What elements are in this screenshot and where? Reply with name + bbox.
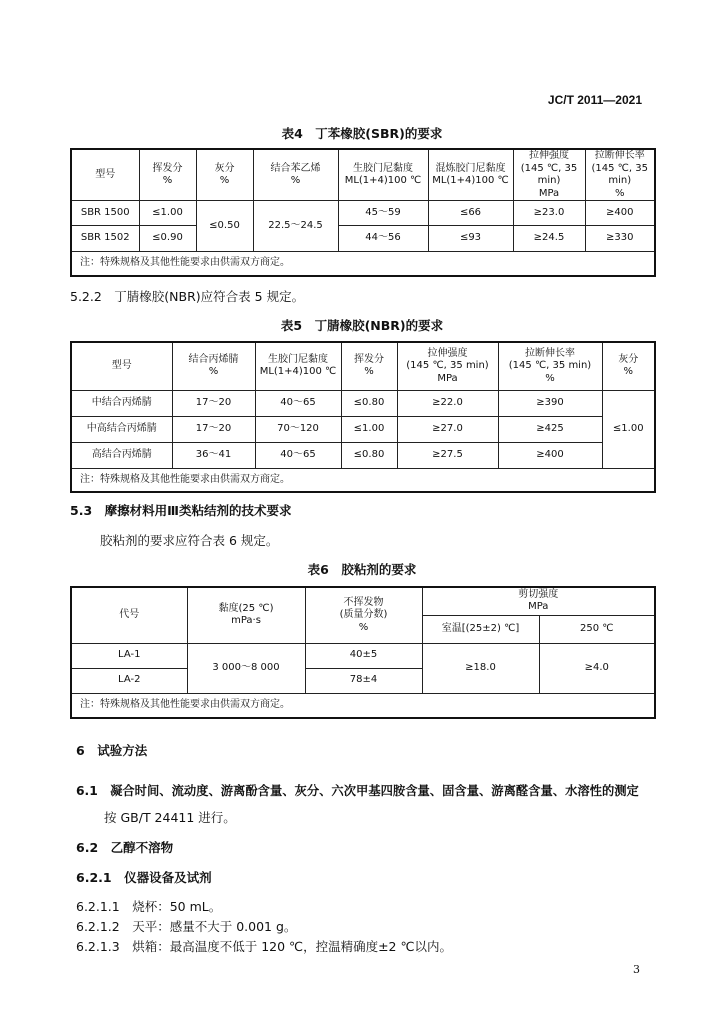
para-6-1-body: 按 GB/T 24411 进行。 xyxy=(104,810,236,825)
t5-header-model: 型号 xyxy=(71,342,172,390)
table-row xyxy=(71,416,655,442)
t6-header-code: 代号 xyxy=(71,587,187,643)
t6-header-viscosity: 黏度(25 ℃) mPa·s xyxy=(187,587,305,643)
table-cell: 22.5～24.5 xyxy=(253,201,338,252)
item-6-2-1-3: 6.2.1.3 烘箱：最高温度不低于 120 ℃，控温精确度±2 ℃以内。 xyxy=(76,939,453,954)
table-cell: ≥24.5 xyxy=(513,226,585,252)
page-number: 3 xyxy=(633,963,640,976)
t5-header-ash: 灰分 % xyxy=(602,342,655,390)
table-cell: ≤1.00 xyxy=(341,416,397,442)
table-cell: 78±4 xyxy=(305,668,422,693)
table-cell: ≥390 xyxy=(498,390,602,416)
t4-header-model: 型号 xyxy=(71,149,139,201)
table-cell: 40～65 xyxy=(255,390,341,416)
t6-header-nonvolatile: 不挥发物 (质量分数) % xyxy=(305,587,422,643)
standard-code: JC/T 2011—2021 xyxy=(547,93,642,107)
section-6-2: 6.2 乙醇不溶物 xyxy=(76,840,174,855)
item-6-2-1-1: 6.2.1.1 烧杯：50 mL。 xyxy=(76,899,222,914)
table-cell: 45～59 xyxy=(338,201,428,226)
table-cell: ≥4.0 xyxy=(539,643,655,693)
table-cell: 36～41 xyxy=(172,442,255,468)
table-row xyxy=(71,390,655,416)
t6-header-room-temp: 室温[(25±2) ℃] xyxy=(422,615,539,643)
table-cell: ≥425 xyxy=(498,416,602,442)
t4-header-tensile: 拉伸强度 (145 ℃, 35 min) MPa xyxy=(513,149,585,201)
table-cell: 17～20 xyxy=(172,416,255,442)
t4-header-ash: 灰分 % xyxy=(196,149,253,201)
table-cell: ≥27.5 xyxy=(397,442,498,468)
table4-note: 注：特殊规格及其他性能要求由供需双方商定。 xyxy=(71,252,655,276)
table5 xyxy=(70,341,656,493)
table-cell: 3 000～8 000 xyxy=(187,643,305,693)
table-cell: ≤0.80 xyxy=(341,442,397,468)
para-5-3: 胶粘剂的要求应符合表 6 规定。 xyxy=(100,533,279,548)
para-6-1-title: 6.1 凝合时间、流动度、游离酚含量、灰分、六次甲基四胺含量、固含量、游离醛含量、水溶性的测定 xyxy=(76,784,639,798)
table-cell: LA-2 xyxy=(71,668,187,693)
table-row xyxy=(71,201,655,226)
table-cell: ≥27.0 xyxy=(397,416,498,442)
table-cell: ≤0.50 xyxy=(196,201,253,252)
t5-header-tensile: 拉伸强度 (145 ℃, 35 min) MPa xyxy=(397,342,498,390)
table6-note: 注：特殊规格及其他性能要求由供需双方商定。 xyxy=(71,693,655,718)
table-cell: LA-1 xyxy=(71,643,187,668)
table-cell: ≥330 xyxy=(585,226,655,252)
t6-header-250: 250 ℃ xyxy=(539,615,655,643)
table-cell: 70～120 xyxy=(255,416,341,442)
table-row xyxy=(71,226,655,252)
table5-note: 注：特殊规格及其他性能要求由供需双方商定。 xyxy=(71,468,655,492)
table4-caption: 表4 丁苯橡胶(SBR)的要求 xyxy=(281,126,443,141)
para-5-2-2: 5.2.2 丁腈橡胶(NBR)应符合表 5 规定。 xyxy=(70,289,305,304)
t5-header-volatile: 挥发分 % xyxy=(341,342,397,390)
table-cell: ≥23.0 xyxy=(513,201,585,226)
t4-header-elongation: 拉断伸长率 (145 ℃, 35 min) % xyxy=(585,149,655,201)
table-cell: ≤93 xyxy=(428,226,513,252)
table-cell: ≤1.00 xyxy=(139,201,196,226)
table-cell: ≥22.0 xyxy=(397,390,498,416)
item-6-2-1-2: 6.2.1.2 天平：感量不大于 0.001 g。 xyxy=(76,919,297,934)
table-cell: ≤1.00 xyxy=(602,390,655,468)
t4-header-raw-mooney: 生胶门尼黏度 ML(1+4)100 ℃ xyxy=(338,149,428,201)
table-cell: SBR 1502 xyxy=(71,226,139,252)
table6-caption: 表6 胶粘剂的要求 xyxy=(307,562,417,577)
table-cell: 40～65 xyxy=(255,442,341,468)
table-row xyxy=(71,643,655,668)
table-cell: 44～56 xyxy=(338,226,428,252)
t4-header-compound-mooney: 混炼胶门尼黏度 ML(1+4)100 ℃ xyxy=(428,149,513,201)
table-cell: 17～20 xyxy=(172,390,255,416)
t6-header-shear: 剪切强度 MPa xyxy=(422,587,655,615)
table6 xyxy=(70,586,656,719)
table5-caption: 表5 丁腈橡胶(NBR)的要求 xyxy=(280,318,444,333)
table-cell: 高结合丙烯腈 xyxy=(71,442,172,468)
table-cell: ≥400 xyxy=(585,201,655,226)
t5-header-elongation: 拉断伸长率 (145 ℃, 35 min) % xyxy=(498,342,602,390)
section-6: 6 试验方法 xyxy=(76,743,148,758)
table-cell: ≤66 xyxy=(428,201,513,226)
table4 xyxy=(70,148,656,277)
table-cell: SBR 1500 xyxy=(71,201,139,226)
section-5-3: 5.3 摩擦材料用Ⅲ类粘结剂的技术要求 xyxy=(70,503,292,518)
table-cell: ≥400 xyxy=(498,442,602,468)
table-cell: ≤0.80 xyxy=(341,390,397,416)
t4-header-bound-styrene: 结合苯乙烯 % xyxy=(253,149,338,201)
table-cell: ≥18.0 xyxy=(422,643,539,693)
t4-header-volatile: 挥发分 % xyxy=(139,149,196,201)
section-6-2-1: 6.2.1 仪器设备及试剂 xyxy=(76,870,212,885)
t5-header-raw-mooney: 生胶门尼黏度 ML(1+4)100 ℃ xyxy=(255,342,341,390)
t5-header-acrylonitrile: 结合丙烯腈 % xyxy=(172,342,255,390)
table-row xyxy=(71,442,655,468)
table-cell: 中高结合丙烯腈 xyxy=(71,416,172,442)
table-cell: ≤0.90 xyxy=(139,226,196,252)
table-cell: 40±5 xyxy=(305,643,422,668)
table-cell: 中结合丙烯腈 xyxy=(71,390,172,416)
